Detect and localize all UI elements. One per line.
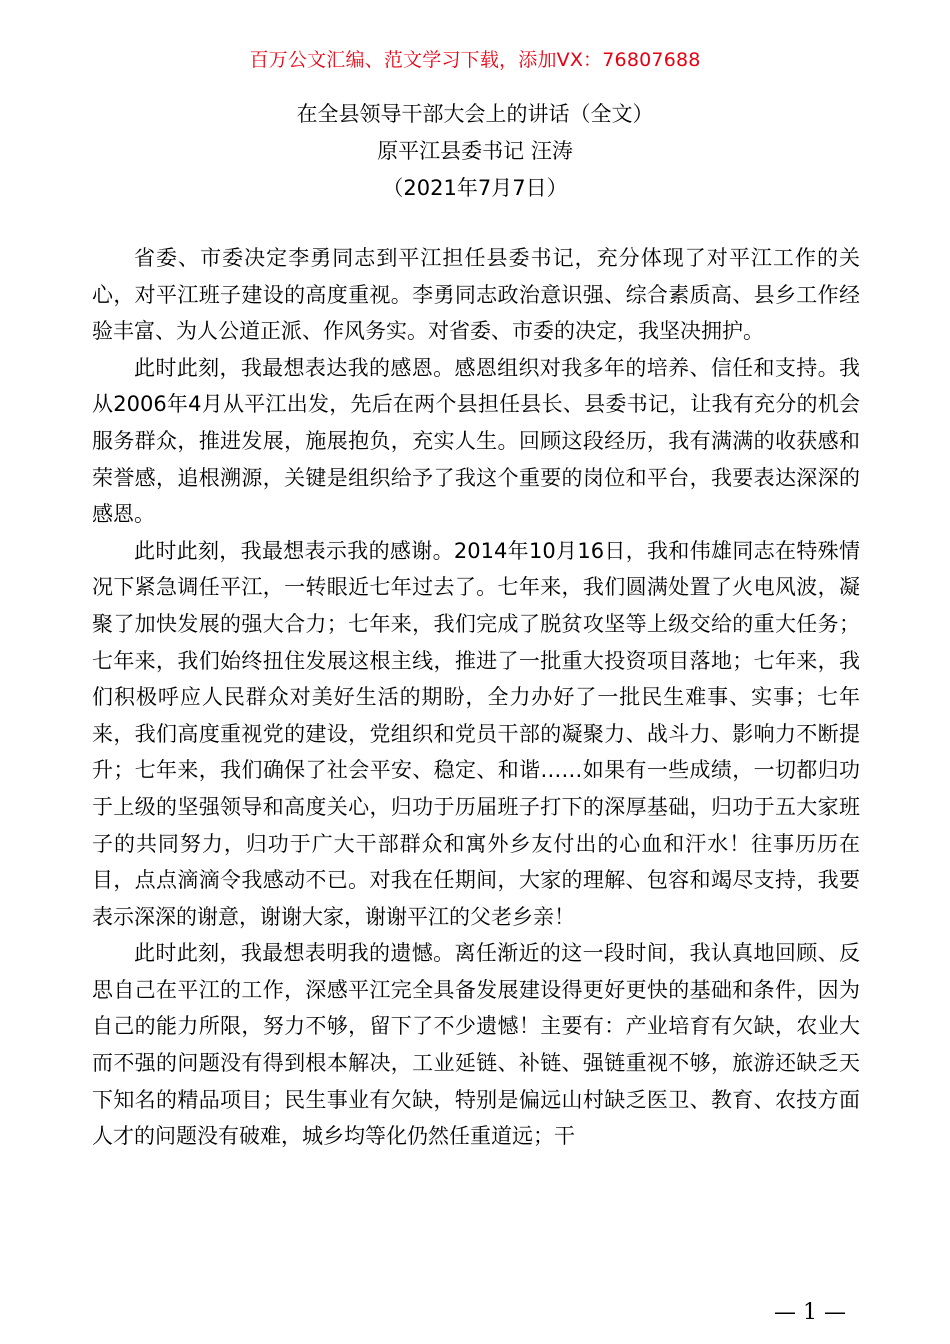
paragraph: 此时此刻，我最想表达我的感恩。感恩组织对我多年的培养、信任和支持。我从2006年4月从平江出发，先后在两个县担任县长、县委书记，让我有充分的机会服务群众，推进发展，施展抱负，充实人生。回顾这段经历，我有满满的收获感和荣誉感，追根溯源，关键是组织给予了我这个重要的岗位和平台，我要表达深深的感恩。 xyxy=(92,355,860,527)
document-body xyxy=(92,240,860,1155)
document-date: （2021年7月7日） xyxy=(382,176,568,200)
promo-banner: 百万公文汇编、范文学习下载，添加VX：76807688 xyxy=(249,49,701,71)
paragraph: 省委、市委决定李勇同志到平江担任县委书记，充分体现了对平江工作的关心，对平江班子建设的高度重视。李勇同志政治意识强、综合素质高、县乡工作经验丰富、为人公道正派、作风务实。对省委、市委的决定，我坚决拥护。 xyxy=(92,246,860,344)
paragraph: 此时此刻，我最想表明我的遗憾。离任渐近的这一段时间，我认真地回顾、反思自己在平江的工作，深感平江完全具备发展建设得更好更快的基础和条件，因为自己的能力所限，努力不够，留下了不少遗憾！主要有：产业培育有欠缺，农业大而不强的问题没有得到根本解决，工业延链、补链、强链重视不够，旅游还缺乏天下知名的精品项目；民生事业有欠缺，特别是偏远山村缺乏医卫、教育、农技方面人才的问题没有破难，城乡均等化仍然任重道远；干 xyxy=(92,941,860,1149)
document-title: 在全县领导干部大会上的讲话（全文） xyxy=(296,102,654,126)
page-number: — 1 — xyxy=(774,1300,846,1325)
document-heading xyxy=(0,96,950,207)
paragraph: 此时此刻，我最想表示我的感谢。2014年10月16日，我和伟雄同志在特殊情况下紧急调任平江，一转眼近七年过去了。七年来，我们圆满处置了火电风波，凝聚了加快发展的强大合力；七年来，我们完成了脱贫攻坚等上级交给的重大任务；七年来，我们始终扭住发展这根主线，推进了一批重大投资项目落地；七年来，我们积极呼应人民群众对美好生活的期盼，全力办好了一批民生难事、实事；七年来，我们高度重视党的建设，党组织和党员干部的凝聚力、战斗力、影响力不断提升；七年来，我们确保了社会平安、稳定、和谐……如果有一些成绩，一切都归功于上级的坚强领导和高度关心，归功于历届班子打下的深厚基础，归功于五大家班子的共同努力，归功于广大干部群众和寓外乡友付出的心血和汗水！往事历历在目，点点滴滴令我感动不已。对我在任期间，大家的理解、包容和竭尽支持，我要表示深深的谢意，谢谢大家，谢谢平江的父老乡亲！ xyxy=(92,538,860,929)
document-author: 原平江县委书记 汪涛 xyxy=(377,139,573,163)
